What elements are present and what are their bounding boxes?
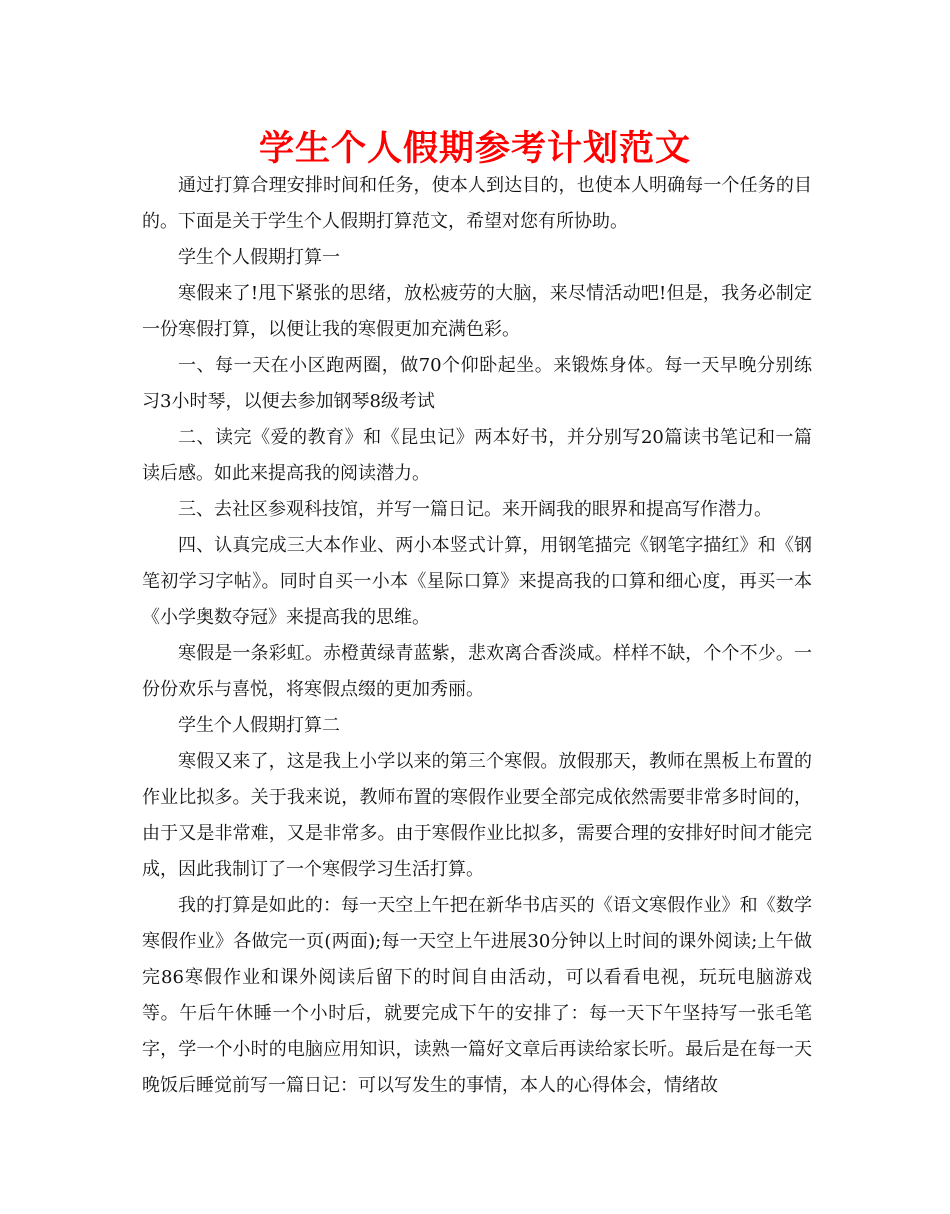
paragraph: 二、读完《爱的教育》和《昆虫记》两本好书，并分别写20篇读书笔记和一篇读后感。如此来提高我的阅读潜力。 (142, 427, 812, 484)
paragraph: 寒假是一条彩虹。赤橙黄绿青蓝紫，悲欢离合香淡咸。样样不缺，个个不少。一份份欢乐与喜悦，将寒假点缀的更加秀丽。 (142, 643, 812, 700)
document-body (142, 168, 812, 1104)
paragraph: 一、每一天在小区跑两圈，做70个仰卧起坐。来锻炼身体。每一天早晚分别练习3小时琴，以便去参加钢琴8级考试 (142, 355, 812, 412)
section-heading-one: 学生个人假期打算一 (178, 247, 340, 268)
paragraph-intro: 通过打算合理安排时间和任务，使本人到达目的，也使本人明确每一个任务的目的。下面是关于学生个人假期打算范文，希望对您有所协助。 (142, 175, 812, 232)
section-heading-two: 学生个人假期打算二 (178, 715, 340, 736)
paragraph: 寒假又来了，这是我上小学以来的第三个寒假。放假那天，教师在黑板上布置的作业比拟多。关于我来说，教师布置的寒假作业要全部完成依然需要非常多时间的，由于又是非常难，又是非常多。由于寒假作业比拟多，需要合理的安排好时间才能完成，因此我制订了一个寒假学习生活打算。 (142, 751, 812, 880)
paragraph: 寒假来了!甩下紧张的思绪，放松疲劳的大脑，来尽情活动吧!但是，我务必制定一份寒假打算，以便让我的寒假更加充满色彩。 (142, 283, 812, 340)
paragraph: 我的打算是如此的：每一天空上午把在新华书店买的《语文寒假作业》和《数学寒假作业》各做完一页(两面);每一天空上午进展30分钟以上时间的课外阅读;上午做完86寒假作业和课外阅读后留下的时间自由活动，可以看看电视，玩玩电脑游戏等。午后午休睡一个小时后，就要完成下午的安排了：每一天下午坚持写一张毛笔字，学一个小时的电脑应用知识，读熟一篇好文章后再读给家长听。最后是在每一天晚饭后睡觉前写一篇日记：可以写发生的事情，本人的心得体会，情绪故 (142, 895, 812, 1096)
paragraph: 四、认真完成三大本作业、两小本竖式计算，用钢笔描完《钢笔字描红》和《钢笔初学习字帖》。同时自买一小本《星际口算》来提高我的口算和细心度，再买一本《小学奥数夺冠》来提高我的思维。 (142, 535, 812, 628)
document-title: 学生个人假期参考计划范文 (258, 128, 691, 169)
paragraph: 三、去社区参观科技馆，并写一篇日记。来开阔我的眼界和提高写作潜力。 (178, 499, 772, 520)
